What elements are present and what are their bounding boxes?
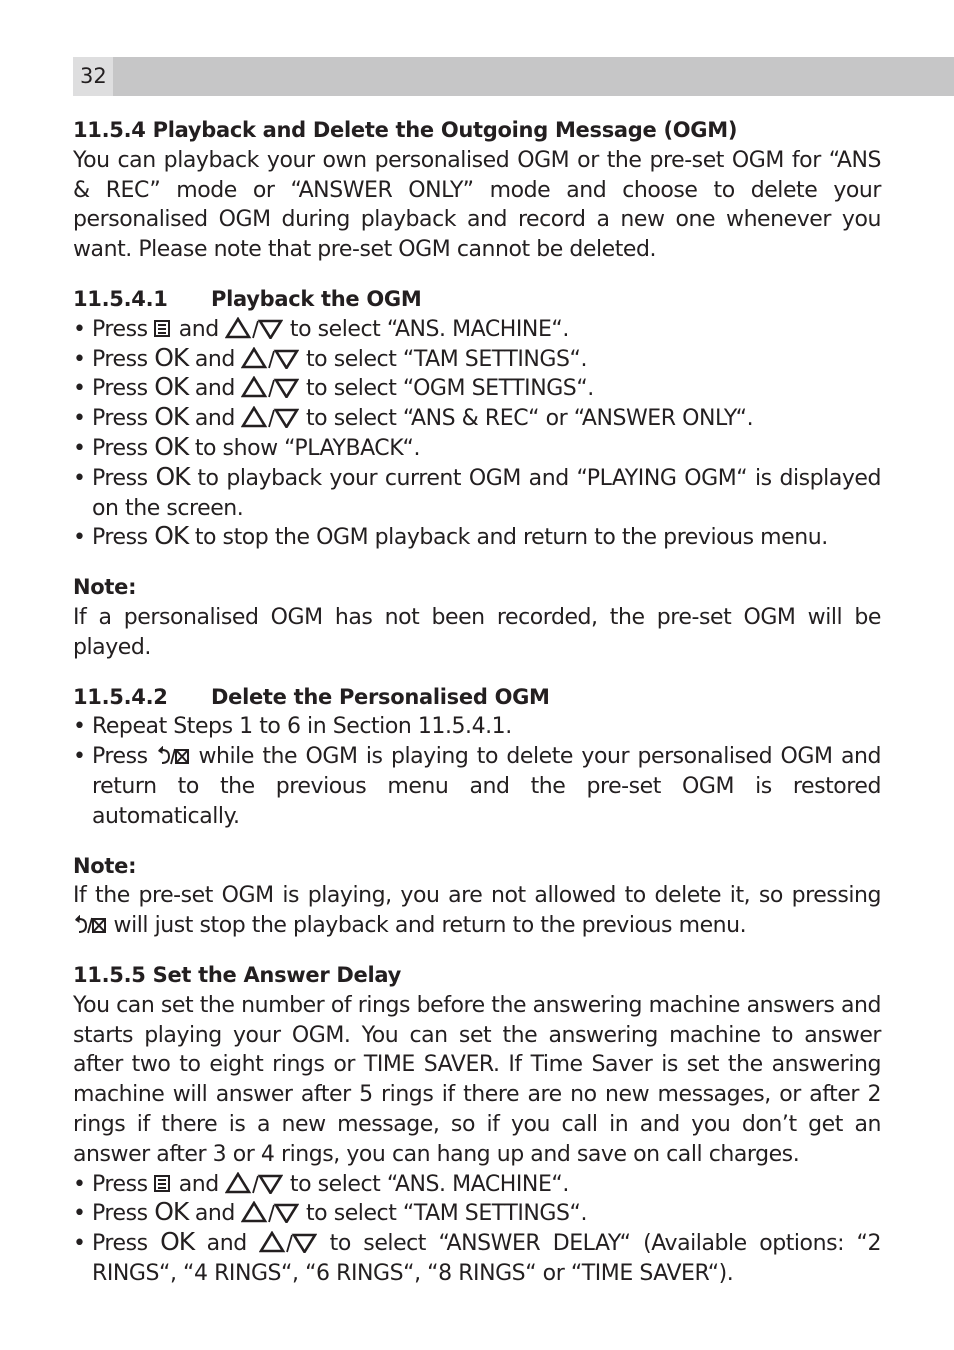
back-delete-icon (73, 915, 107, 935)
list-item: • Repeat Steps 1 to 6 in Section 11.5.4.1. (73, 712, 881, 742)
list-item: • Press OK and to select “TAM SETTINGS“. (73, 1199, 881, 1229)
list-item: • Press OK and to select “ANS & REC“ or “ANSWER ONLY“. (73, 404, 881, 434)
section-heading-ogm: 11.5.4 Playback and Delete the Outgoing Message (OGM) (73, 118, 738, 142)
subsection-title: Delete the Personalised OGM (211, 684, 550, 709)
list-item: • Press OK and to select “TAM SETTINGS“. (73, 345, 881, 375)
list-item: • Press OK to stop the OGM playback and return to the previous menu. (73, 523, 881, 553)
note-text: If the pre-set OGM is playing, you are not allowed to delete it, so pressing will just stop the playback and return to the previous menu. (73, 883, 881, 939)
note-label: Note: (73, 853, 137, 878)
list-item: • Press while the OGM is playing to delete your personalised OGM and return to the previous menu and the pre-set OGM is restored automatically. (73, 742, 881, 831)
note-text: If a personalised OGM has not been recorded, the pre-set OGM will be played. (73, 604, 881, 660)
page-header-bar (73, 57, 954, 96)
up-down-arrows-icon (225, 317, 283, 339)
list-item: • Press and to select “ANS. MACHINE“. (73, 1170, 881, 1200)
page-number-box (73, 57, 113, 96)
subsection-heading-playback (73, 285, 881, 315)
subsection-heading-delete (73, 683, 881, 713)
delete-steps (73, 712, 881, 831)
up-down-arrows-icon (241, 376, 299, 398)
ok-key-icon: OK (154, 1197, 189, 1227)
section-heading-answer-delay: 11.5.5 Set the Answer Delay (73, 962, 401, 987)
page-number: 32 (80, 64, 107, 88)
subsection-title: Playback the OGM (211, 286, 422, 311)
ok-key-icon: OK (155, 461, 190, 491)
up-down-arrows-icon (241, 1201, 299, 1223)
list-item: • Press OK to show “PLAYBACK“. (73, 434, 881, 464)
answer-delay-steps (73, 1170, 881, 1289)
note-label: Note: (73, 575, 137, 600)
subsection-number: 11.5.4.2 (73, 684, 168, 709)
up-down-arrows-icon (241, 347, 299, 369)
up-down-arrows-icon (225, 1172, 283, 1194)
list-item: • Press OK and to select “OGM SETTINGS“. (73, 374, 881, 404)
ok-key-icon: OK (154, 402, 189, 432)
ogm-intro: You can playback your own personalised OGM or the pre-set OGM for “ANS & REC” mode or “ANSWER ONLY” mode and choose to delete your personalised OGM during playback and record a new one whenever you want. Please note that pre-set OGM cannot be deleted. (73, 147, 881, 263)
list-item: • Press OK and to select “ANSWER DELAY“ (Available options: “2 RINGS“, “4 RINGS“, “6 RINGS“, “8 RINGS“ or “TIME SAVER“). (73, 1229, 881, 1289)
playback-steps (73, 315, 881, 553)
up-down-arrows-icon (259, 1231, 317, 1253)
list-item: • Press OK to playback your current OGM and “PLAYING OGM“ is displayed on the screen. (73, 464, 881, 524)
menu-icon (154, 320, 170, 337)
ok-key-icon: OK (154, 521, 189, 551)
ok-key-icon: OK (160, 1227, 195, 1257)
ok-key-icon: OK (154, 372, 189, 402)
up-down-arrows-icon (241, 406, 299, 428)
menu-icon (154, 1175, 170, 1192)
answer-delay-intro: You can set the number of rings before the answering machine answers and starts playing your OGM. You can set the answering machine to answer after two to eight rings or TIME SAVER. If Time Saver is set the answering machine will answer after 5 rings if there are no new messages, or after 2 rings if there is a new message, so if you call in and you don’t get an answer after 3 or 4 rings, you can hang up and save on call charges. (73, 992, 881, 1167)
back-delete-icon (156, 746, 190, 766)
ok-key-icon: OK (154, 431, 189, 461)
manual-content (73, 116, 881, 1289)
list-item: • Press and to select “ANS. MACHINE“. (73, 315, 881, 345)
ok-key-icon: OK (154, 342, 189, 372)
subsection-number: 11.5.4.1 (73, 286, 168, 311)
